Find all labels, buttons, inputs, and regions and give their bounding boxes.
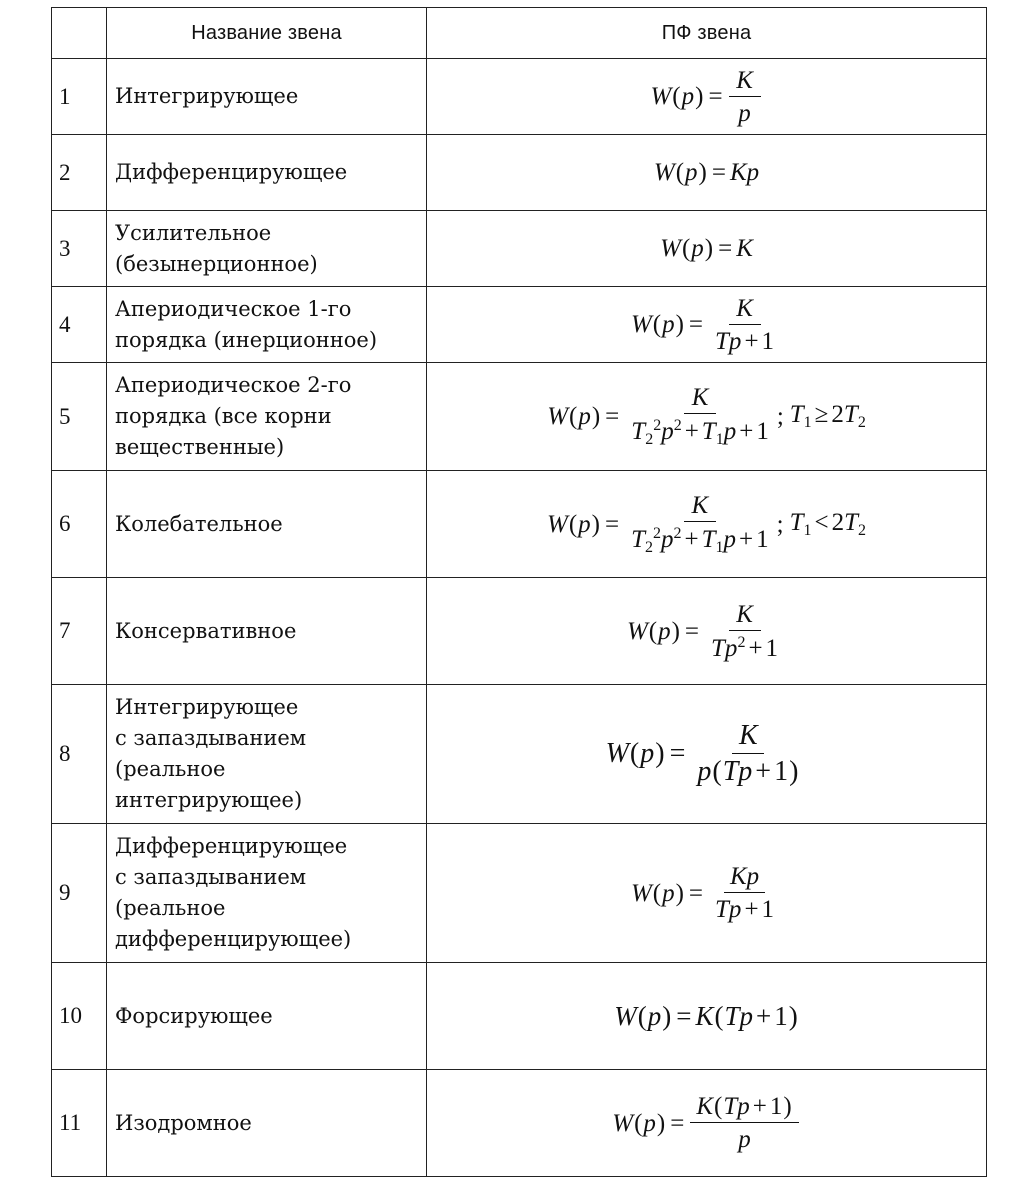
link-name-line: Изодромное — [115, 1110, 252, 1135]
row-number: 4 — [52, 287, 107, 363]
link-name-line: вещественные) — [115, 435, 285, 459]
link-name-line: Апериодическое 1-го — [115, 296, 352, 321]
link-name — [107, 685, 427, 824]
link-name-line: интегрирующее) — [115, 788, 303, 812]
table-row — [52, 135, 987, 211]
link-name-line: порядка (инерционное) — [115, 327, 378, 352]
transfer-function — [427, 685, 987, 824]
row-number: 6 — [52, 471, 107, 578]
header-num — [52, 8, 107, 59]
transfer-function — [427, 578, 987, 685]
link-name-line: порядка (все корни — [115, 404, 332, 428]
formula-differentiating-delay: W ( p ) = $\frac{Kp}{Tp + 1}$ — [630, 863, 775, 923]
row-number: 10 — [52, 963, 107, 1070]
link-name-line: Усилительное — [115, 220, 272, 245]
table-row — [52, 471, 987, 578]
link-name-line: (реальное — [115, 896, 226, 920]
link-name — [107, 135, 427, 211]
row-number: 3 — [52, 211, 107, 287]
link-name — [107, 578, 427, 685]
row-number: 2 — [52, 135, 107, 211]
row-number: 9 — [52, 824, 107, 963]
link-name — [107, 963, 427, 1070]
link-name — [107, 824, 427, 963]
link-name-line: Интегрирующее — [115, 695, 299, 719]
transfer-function — [427, 211, 987, 287]
formula-aperiodic-1: W ( p ) = $\frac{K}{Tp + 1}$ — [630, 294, 775, 355]
formula-differentiating: W ( p ) = Kp — [653, 159, 760, 186]
transfer-function — [427, 824, 987, 963]
table-header-row — [52, 8, 987, 59]
transfer-function — [427, 287, 987, 363]
table-row — [52, 578, 987, 685]
link-name-line: Дифференцирующее — [115, 160, 348, 184]
table-row — [52, 59, 987, 135]
row-number: 7 — [52, 578, 107, 685]
table-row — [52, 685, 987, 824]
row-number: 1 — [52, 59, 107, 135]
link-name-line: (безынерционное) — [115, 251, 318, 276]
row-number: 8 — [52, 685, 107, 824]
transfer-function — [427, 963, 987, 1070]
formula-forcing: W ( p ) = K ( Tp + 1 ) — [614, 1000, 798, 1031]
link-name — [107, 471, 427, 578]
transfer-function — [427, 471, 987, 578]
link-name — [107, 59, 427, 135]
link-name-line: дифференцирующее) — [115, 927, 352, 951]
formula-aperiodic-2: W ( p ) = $\frac{K}{T_2^2p^2 + T_1p + 1}$ ; $T_1 \ge 2T_2$ — [547, 384, 866, 448]
header-pf: ПФ звена — [427, 8, 987, 59]
transfer-function — [427, 363, 987, 471]
table-row — [52, 363, 987, 471]
link-name — [107, 211, 427, 287]
formula-integrating: W ( p ) = $\frac{K}{p}$ — [650, 68, 762, 126]
formula-integrating-delay: W ( p ) = $\frac{K}{p(Tp + 1)}$ — [605, 720, 799, 787]
link-name-line: Форсирующее — [115, 1003, 273, 1028]
formula-amplifying: W ( p ) = K — [660, 235, 753, 262]
link-name-line: (реальное — [115, 757, 226, 781]
formula-conservative: W ( p ) = $\frac{K}{Tp^2 + 1}$ — [626, 600, 779, 662]
transfer-function — [427, 135, 987, 211]
link-name — [107, 287, 427, 363]
transfer-function — [427, 1070, 987, 1177]
table-row — [52, 963, 987, 1070]
formula-oscillating: W ( p ) = $\frac{K}{T_2^2p^2 + T_1p + 1}$ ; $T_1 < 2T_2$ — [547, 491, 866, 556]
link-name-line: Консервативное — [115, 618, 297, 643]
link-name-line: Колебательное — [115, 511, 283, 536]
row-number: 5 — [52, 363, 107, 471]
transfer-function — [427, 59, 987, 135]
link-name — [107, 363, 427, 471]
link-name — [107, 1070, 427, 1177]
links-table — [51, 7, 987, 1177]
header-name: Название звена — [107, 8, 427, 59]
link-name-line: Апериодическое 2-го — [115, 373, 352, 397]
formula-isodromic: W ( p ) = $\frac{K(Tp + 1)}{p}$ — [612, 1094, 800, 1152]
table-row — [52, 824, 987, 963]
link-name-line: с запаздыванием — [115, 865, 307, 889]
table-row — [52, 211, 987, 287]
link-name-line: Интегрирующее — [115, 84, 299, 108]
link-name-line: Дифференцирующее — [115, 834, 348, 858]
table-row — [52, 287, 987, 363]
row-number: 11 — [52, 1070, 107, 1177]
table-row — [52, 1070, 987, 1177]
link-name-line: с запаздыванием — [115, 726, 307, 750]
